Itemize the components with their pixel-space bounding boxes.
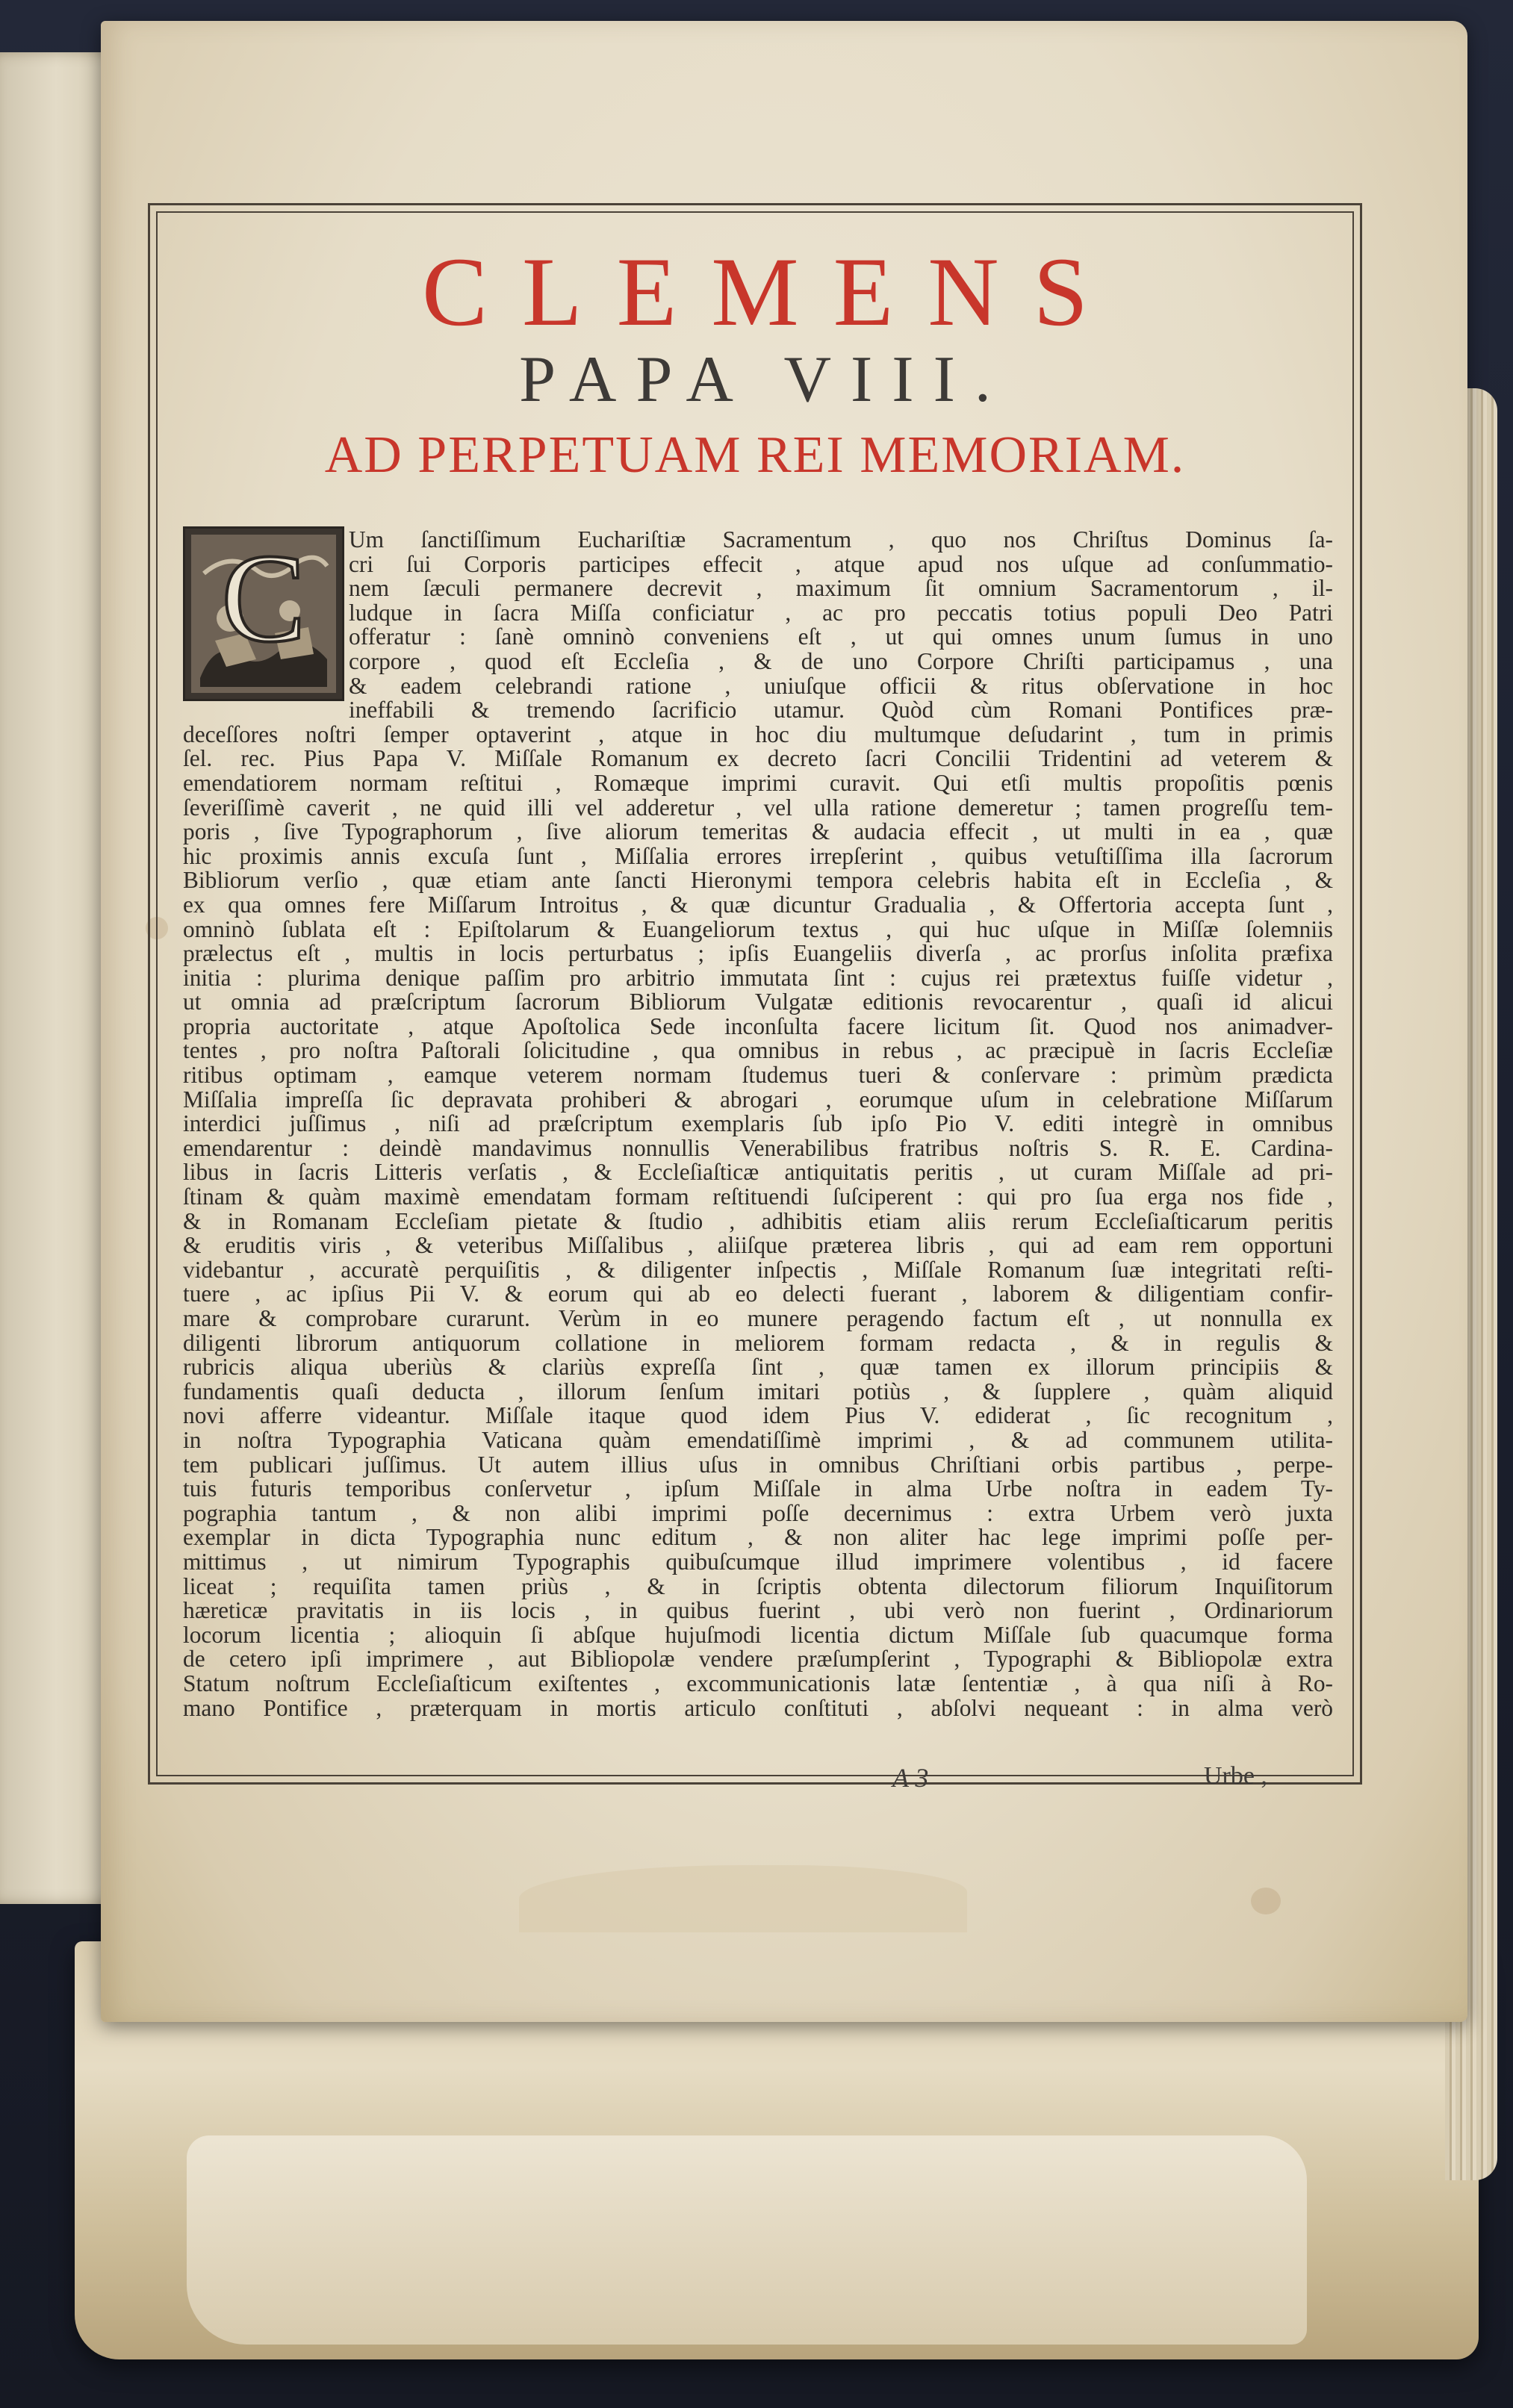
text-line: mare & comprobare curarunt. Verùm in eo munere peragendo factum eſt , ut nonnulla ex — [183, 1305, 1333, 1331]
text-line: libus in ſacris Litteris verſatis , & Eccleſiaſticæ antiquitatis peritis , ut curam Miſſale ad pri- — [183, 1159, 1333, 1186]
text-line: interdici juſſimus , niſi ad præſcriptum exemplaris ſub ipſo Pio V. editi integrè in omnibus — [183, 1110, 1333, 1137]
text-line: Um ſanctiſſimum Euchariſtiæ Sacramentum , quo nos Chriſtus Dominus ſa- — [349, 526, 1333, 553]
page-tear — [519, 1865, 967, 1932]
initial-letter: C — [221, 529, 306, 668]
page-stain — [1251, 1888, 1281, 1914]
page-subtitle: PAPA VIII. — [519, 343, 1010, 416]
text-line: hic proximis annis excuſa ſunt , Miſſalia errores irrepſerint , quibus vetuſtiſſima illa ſacrorum — [183, 842, 1333, 869]
text-line: ſel. rec. Pius Papa V. Miſſale Romanum ex decreto ſacri Concilii Tridentini ad veterem & — [183, 745, 1333, 772]
text-line: nem ſæculi permanere decrevit , maximum ſit omnium Sacramentorum , il- — [349, 575, 1333, 602]
text-line: poris , ſive Typographorum , ſive aliorum temeritas & audacia effecit , ut multi in ea , quæ — [183, 818, 1333, 845]
signature-mark: A 3 — [892, 1763, 929, 1793]
text-line: ex qua omnes fere Miſſarum Introitus , & quæ dicuntur Gradualia , & Offertoria accepta ſunt , — [183, 891, 1333, 918]
catchword: Urbe , — [1204, 1762, 1267, 1790]
text-line: novi afferre videantur. Miſſale itaque quod idem Pius V. ediderat , ſic recognitum , — [183, 1402, 1333, 1429]
text-line: ſtinam & quàm maximè emendatam formam reſtituendi ſuſciperent : qui pro ſua erga nos fide , — [183, 1183, 1333, 1210]
text-line: & eadem celebrandi ratione , uniuſque officii & ritus obſervatione in hoc — [349, 672, 1333, 699]
text-line: fundamentis quaſi deducta , illorum ſenſum imitari potiùs , & ſupplere , quàm aliquid — [183, 1378, 1333, 1404]
text-line: cri ſui Corporis participes effecit , atque apud nos uſque ad conſummatio- — [349, 550, 1333, 577]
text-line: propria auctoritate , atque Apoſtolica Sede inconſulta facere licitum ſit. Quod nos animadver- — [183, 1012, 1333, 1039]
text-line: diligenti librorum antiquorum collatione in meliorem formam redacta , & in regulis & — [183, 1329, 1333, 1356]
text-line: Statum noſtrum Eccleſiaſticum exiſtentes , excommunicationis latæ ſententiæ , à qua niſi à Ro- — [183, 1670, 1333, 1696]
text-line: initia : plurima denique paſſim pro arbitrio immutata ſint : cujus rei prætextus fuiſſe videtur , — [183, 964, 1333, 991]
page-title: CLEMENS — [421, 237, 1123, 346]
text-line: offeratur : ſanè omninò conveniens eſt , ut qui omnes unum ſumus in uno — [349, 623, 1333, 650]
text-line: tem publicari juſſimus. Ut autem illius uſus in omnibus Chriſtiani orbis partibus , perpe- — [183, 1451, 1333, 1478]
text-line: prælectus eſt , multis in locis perturbatus ; ipſis Euangeliis diverſa , ac prorſus inſolita præfixa — [183, 940, 1333, 967]
text-line: de cetero ipſi imprimere , aut Bibliopolæ vendere præſumpſerint , Typographi & Bibliopolæ extra — [183, 1646, 1333, 1673]
text-line: Bibliorum verſio , quæ etiam ante ſancti Hieronymi tempora celebris habita eſt in Eccleſia , & — [183, 867, 1333, 894]
text-line: tuis futuris temporibus conſervetur , ipſum Miſſale in alma Urbe noſtra in eadem Ty- — [183, 1475, 1333, 1502]
text-line: pographia tantum , & non alibi imprimi poſſe decernimus : extra Urbem verò juxta — [183, 1499, 1333, 1526]
text-line: deceſſores noſtri ſemper optaverint , atque in hoc diu multumque deſudarint , tum in primis — [183, 721, 1333, 747]
text-line: emendarentur : deindè mandavimus nonnullis Venerabilibus fratribus noſtris S. R. E. Cardina- — [183, 1134, 1333, 1161]
text-line: & in Romanam Eccleſiam pietate & ſtudio , adhibitis etiam aliis rerum Eccleſiaſticarum peritis — [183, 1207, 1333, 1234]
text-line: ritibus optimam , eamque veterem normam ſtudemus tueri & conſervare : primùm prædicta — [183, 1062, 1333, 1089]
torn-leaf — [187, 2135, 1307, 2345]
page-motto: AD PERPETUAM REI MEMORIAM. — [324, 426, 1186, 484]
text-line: ludque in ſacra Miſſa conficiatur , ac pro peccatis totius populi Deo Patri — [349, 599, 1333, 626]
text-line: rubricis aliqua uberiùs & clariùs expreſſa ſint , quæ tamen ex illorum principiis & — [183, 1354, 1333, 1381]
text-line: ſeveriſſimè caverit , ne quid illi vel adderetur , vel ulla ratione demeretur ; tamen progreſſu tem- — [183, 794, 1333, 821]
text-line: hæreticæ pravitatis in iis locis , in quibus fuerint , ubi verò non fuerint , Ordinariorum — [183, 1597, 1333, 1624]
text-line: mittimus , ut nimirum Typographis quibuſcumque illud imprimere volentibus , id facere — [183, 1548, 1333, 1575]
text-line: mano Pontifice , præterquam in mortis articulo conſtituti , abſolvi nequeant : in alma verò — [183, 1694, 1333, 1721]
text-line: exemplar in dicta Typographia nunc editum , & non aliter hac lege imprimi poſſe per- — [183, 1524, 1333, 1551]
text-line: ut omnia ad præſcriptum ſacrorum Bibliorum Vulgatæ editionis revocarentur , quaſi id alicui — [183, 989, 1333, 1015]
text-line: emendatiorem normam reſtitui , Romæque imprimi curavit. Qui etſi multis propoſitis pœnis — [183, 769, 1333, 796]
text-line: corpore , quod eſt Eccleſia , & de uno Corpore Chriſti participamus , una — [349, 647, 1333, 674]
text-line: & eruditis viris , & veteribus Miſſalibus , aliiſque præterea libris , qui ad eam rem opportuni — [183, 1232, 1333, 1259]
body-text — [183, 528, 1333, 1720]
text-line: locorum licentia ; alioquin ſi abſque hujuſmodi licentia dictum Miſſale ſub quacumque forma — [183, 1621, 1333, 1648]
text-line: ineffabili & tremendo ſacrificio utamur. Quòd cùm Romani Pontifices præ- — [349, 697, 1333, 724]
text-line: in noſtra Typographia Vaticana quàm emendatiſſimè imprimi , & ad communem utilita- — [183, 1426, 1333, 1453]
text-frame — [148, 203, 1362, 1785]
text-line: omninò ſublata eſt : Epiſtolarum & Euangeliorum textus , qui huc uſque in Miſſæ ſolemniis — [183, 915, 1333, 942]
text-line: Miſſalia impreſſa ſic depravata prohiberi & abrogari , eorumque uſum in celebratione Miſſarum — [183, 1086, 1333, 1113]
text-line: liceat ; requiſita tamen priùs , & in ſcriptis obtenta dilectorum filiorum Inquiſitorum — [183, 1572, 1333, 1599]
text-line: tuere , ac ipſius Pii V. & eorum qui ab eo delecti fuerant , laborem & diligentiam confir- — [183, 1281, 1333, 1307]
text-line: tentes , pro noſtra Paſtorali ſolicitudine , qua omnibus in rebus , ac præcipuè in ſacris Eccleſiæ — [183, 1037, 1333, 1064]
text-line: videbantur , accuratè perquiſitis , & diligenter inſpectis , Miſſale Romanum ſuæ integritati reſti- — [183, 1256, 1333, 1283]
